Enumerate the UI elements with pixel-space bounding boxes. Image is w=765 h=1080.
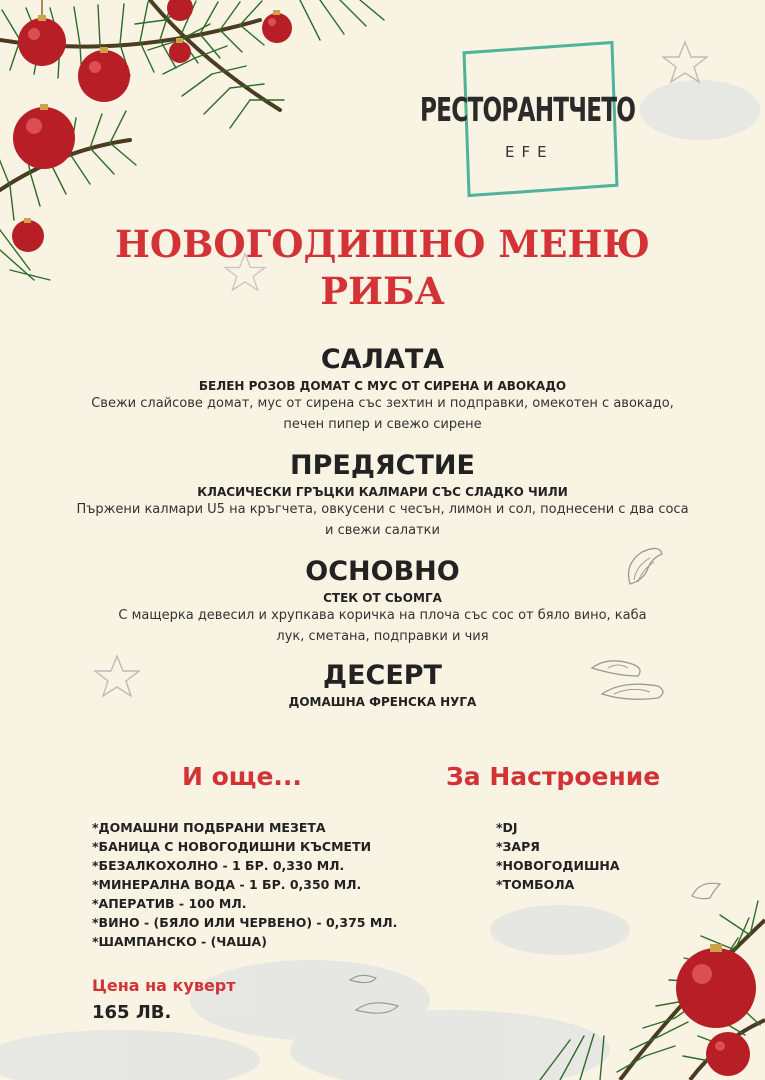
- logo-subtitle: EFE: [505, 143, 554, 161]
- dish-description: лук, сметана, подправки и чия: [276, 629, 489, 644]
- dish-name: СТЕК ОТ СЬОМГА: [323, 591, 442, 605]
- section-heading: ПРЕДЯСТИЕ: [290, 450, 475, 481]
- dish-name: КЛАСИЧЕСКИ ГРЪЦКИ КАЛМАРИ СЪС СЛАДКО ЧИЛИ: [197, 485, 568, 499]
- price-label: Цена на куверт: [92, 976, 236, 995]
- list-item: *АПЕРАТИВ - 100 МЛ.: [92, 896, 247, 911]
- logo-name: РЕСТОРАНТЧЕТО: [420, 90, 636, 129]
- menu-title: НОВОГОДИШНО МЕНЮ: [114, 222, 651, 266]
- list-item: *ШАМПАНСКО - (ЧАША): [92, 934, 267, 949]
- dish-description: и свежи салатки: [325, 523, 440, 538]
- pine-branch-bottom-right-decoration: [520, 880, 765, 1080]
- list-item: *DJ: [496, 820, 518, 835]
- section-heading: ОСНОВНО: [305, 556, 460, 587]
- seashells-icon: [346, 970, 406, 1022]
- section-heading: ДЕСЕРТ: [323, 660, 442, 691]
- dish-description: С мащерка девесил и хрупкава коричка на плоча със сос от бяло вино, каба: [118, 608, 647, 623]
- list-item: *БЕЗАЛКОХОЛНО - 1 БР. 0,330 МЛ.: [92, 858, 345, 873]
- section-heading: САЛАТА: [320, 344, 445, 375]
- dish-name: БЕЛЕН РОЗОВ ДОМАТ С МУС ОТ СИРЕНА И АВОКАДО: [198, 379, 567, 393]
- list-item: *ТОМБОЛА: [496, 877, 575, 892]
- price-value: 165 ЛВ.: [92, 1002, 172, 1023]
- list-item: *ЗАРЯ: [496, 839, 540, 854]
- section-salad: [0, 344, 765, 435]
- list-item: *ВИНО - (БЯЛО ИЛИ ЧЕРВЕНО) - 0,375 МЛ.: [92, 915, 398, 930]
- dish-description: Свежи слайсове домат, мус от сирена със зехтин и подправки, омекотен с авокадо,: [91, 396, 674, 411]
- section-dessert: [0, 660, 765, 709]
- dish-name: ДОМАШНА ФРЕНСКА НУГА: [288, 695, 477, 709]
- list-item: *НОВОГОДИШНА: [496, 858, 620, 873]
- list-item: *ДОМАШНИ ПОДБРАНИ МЕЗЕТА: [92, 820, 326, 835]
- mood-heading: За Настроение: [446, 762, 661, 791]
- seashell-icon: [690, 878, 724, 902]
- section-starter: [0, 450, 765, 541]
- mood-list: [496, 818, 620, 894]
- list-item: *МИНЕРАЛНА ВОДА - 1 БР. 0,350 МЛ.: [92, 877, 362, 892]
- dish-description: Пържени калмари U5 на кръгчета, овкусени с чесън, лимон и сол, поднесени с два соса: [76, 502, 689, 517]
- menu-subtitle: РИБА: [320, 269, 445, 313]
- starfish-icon: [662, 40, 708, 84]
- list-item: *БАНИЦА С НОВОГОДИШНИ КЪСМЕТИ: [92, 839, 372, 854]
- section-main: [0, 556, 765, 647]
- dish-description: печен пипер и свежо сирене: [283, 417, 482, 432]
- extras-list: [92, 818, 397, 951]
- restaurant-logo: [420, 46, 636, 186]
- extras-heading: И още...: [182, 762, 302, 791]
